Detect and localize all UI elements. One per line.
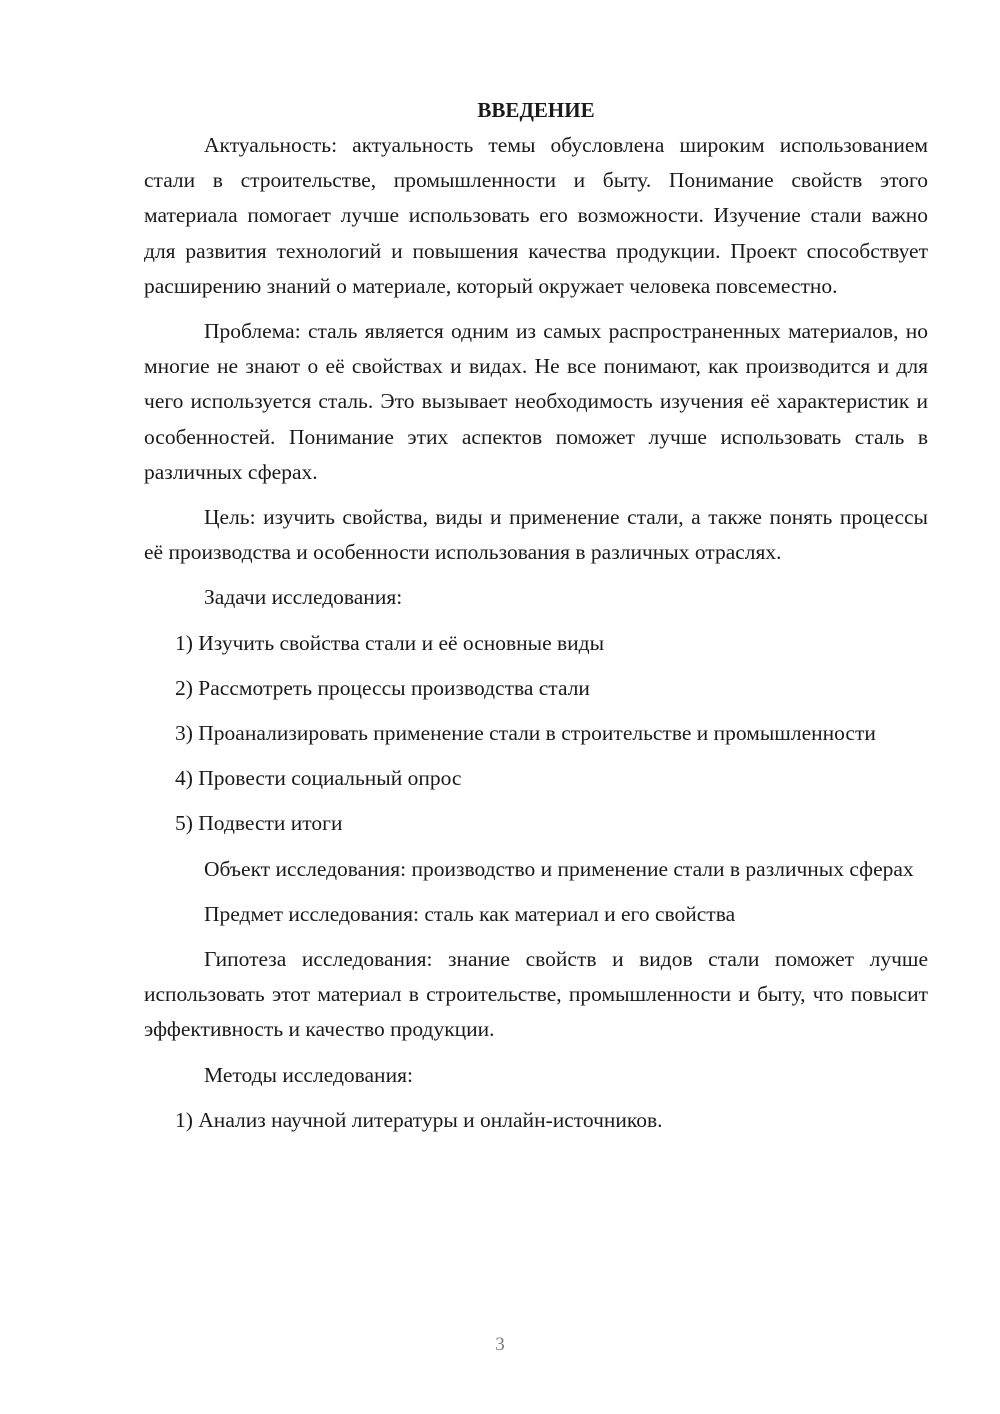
tasks-heading: Задачи исследования:	[204, 585, 403, 610]
section-title: ВВЕДЕНИЕ	[477, 98, 595, 122]
task-item: 2) Рассмотреть процессы производства стали	[175, 675, 590, 700]
subject-paragraph: Предмет исследования: сталь как материал и его свойства	[204, 901, 736, 926]
task-item: 1) Изучить свойства стали и её основные виды	[175, 630, 605, 655]
task-item: 4) Провести социальный опрос	[175, 766, 462, 791]
goal-paragraph: Цель: изучить свойства, виды и применение стали, а также понять процессы её производства и особенности использования в различных отраслях.	[144, 505, 928, 565]
method-item: 1) Анализ научной литературы и онлайн-источников.	[175, 1107, 663, 1132]
hypothesis-paragraph: Гипотеза исследования: знание свойств и видов стали поможет лучше использовать этот материал в строительстве, промышленности и быту, что повысит эффективность и качество продукции.	[144, 947, 928, 1042]
relevance-paragraph: Актуальность: актуальность темы обусловлена широким использованием стали в строительстве, промышленности и быту. Понимание свойств этого материала помогает лучше использовать его возможности. Изучение стали важно для развития технологий и повышения качества продукции. Проект способствует расширению знаний о материале, который окружает человека повсеместно.	[144, 133, 928, 298]
document-page	[144, 94, 928, 1148]
task-item: 5) Подвести итоги	[175, 811, 343, 836]
object-paragraph: Объект исследования: производство и применение стали в различных сферах	[204, 856, 914, 881]
problem-paragraph: Проблема: сталь является одним из самых распространенных материалов, но многие не знают о её свойствах и видах. Не все понимают, как производится и для чего используется сталь. Это вызывает необходимость изучения её характеристик и особенностей. Понимание этих аспектов поможет лучше использовать сталь в различных сферах.	[144, 319, 928, 484]
methods-heading: Методы исследования:	[204, 1062, 413, 1087]
task-item: 3) Проанализировать применение стали в строительстве и промышленности	[175, 721, 876, 746]
page-number: 3	[495, 1334, 505, 1355]
